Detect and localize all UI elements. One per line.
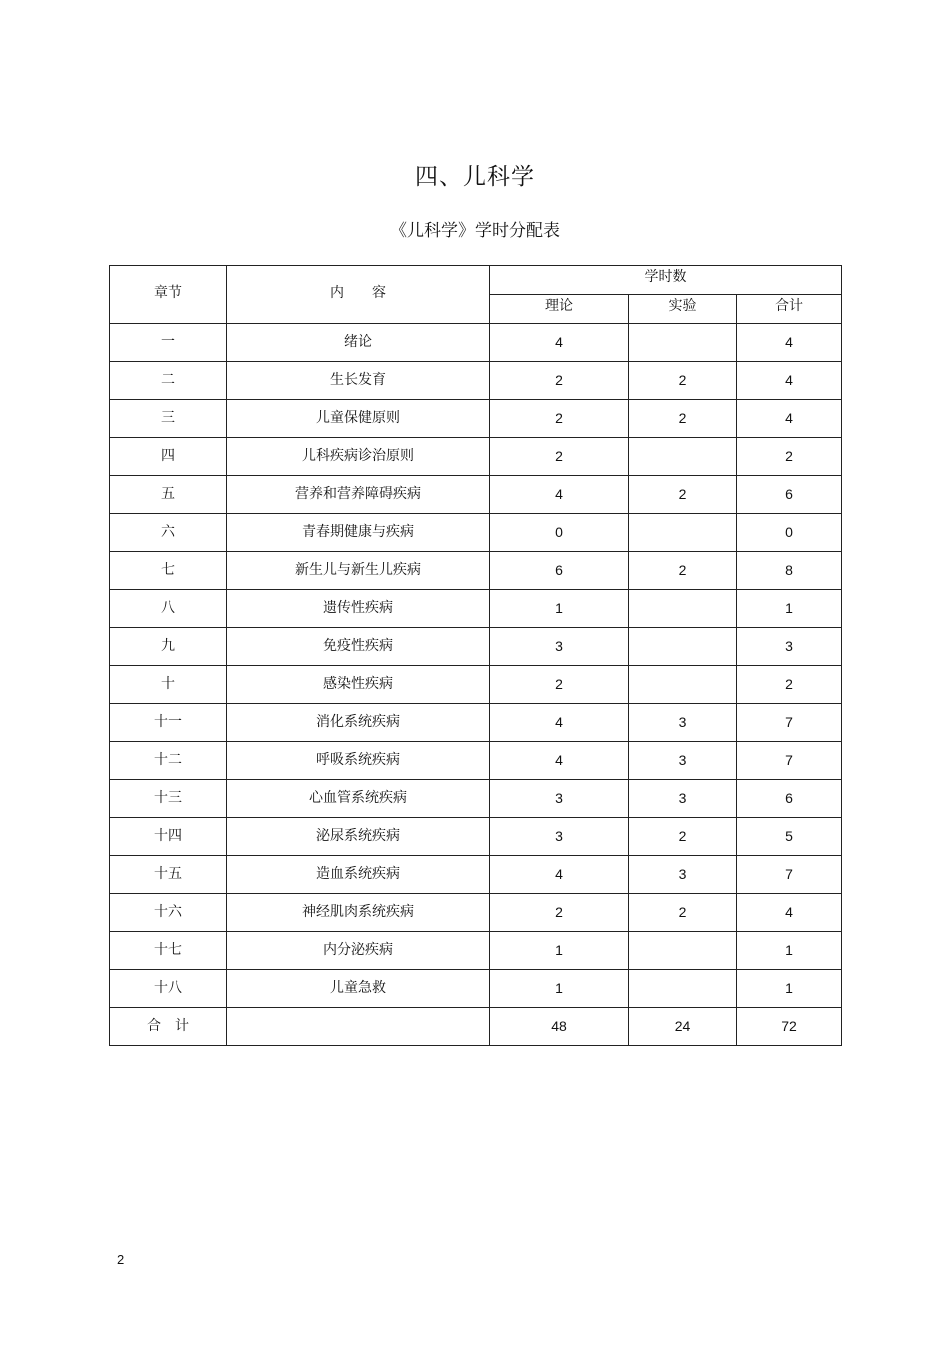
cell-total: 7 [737,704,842,742]
cell-content: 泌尿系统疾病 [227,818,490,856]
table-row [110,324,842,362]
header-hours: 学时数 [490,266,842,295]
cell-chapter: 七 [110,552,227,590]
cell-total: 1 [737,932,842,970]
header-theory: 理论 [490,295,629,324]
cell-total: 4 [737,324,842,362]
cell-chapter: 二 [110,362,227,400]
cell-lab: 2 [629,894,737,932]
cell-total: 6 [737,476,842,514]
cell-total: 4 [737,362,842,400]
header-chapter: 章节 [110,266,227,324]
cell-chapter: 十四 [110,818,227,856]
cell-content: 儿童保健原则 [227,400,490,438]
cell-chapter: 八 [110,590,227,628]
cell-total: 8 [737,552,842,590]
cell-lab [629,666,737,704]
table-row [110,666,842,704]
table-row [110,400,842,438]
cell-content: 感染性疾病 [227,666,490,704]
header-lab: 实验 [629,295,737,324]
cell-lab [629,932,737,970]
cell-total: 72 [737,1008,842,1046]
cell-total: 7 [737,856,842,894]
table-row [110,628,842,666]
cell-chapter: 六 [110,514,227,552]
cell-content: 遗传性疾病 [227,590,490,628]
cell-theory: 2 [490,362,629,400]
cell-lab [629,970,737,1008]
cell-theory: 2 [490,400,629,438]
cell-lab: 2 [629,400,737,438]
cell-content: 神经肌肉系统疾病 [227,894,490,932]
cell-theory: 48 [490,1008,629,1046]
cell-content: 呼吸系统疾病 [227,742,490,780]
cell-theory: 3 [490,818,629,856]
cell-lab [629,514,737,552]
table-row [110,780,842,818]
table-row [110,514,842,552]
cell-chapter: 三 [110,400,227,438]
cell-chapter: 十七 [110,932,227,970]
cell-theory: 1 [490,590,629,628]
cell-theory: 4 [490,856,629,894]
table-row [110,970,842,1008]
cell-lab: 2 [629,362,737,400]
cell-content: 营养和营养障碍疾病 [227,476,490,514]
cell-total: 5 [737,818,842,856]
cell-theory: 4 [490,704,629,742]
cell-lab: 2 [629,552,737,590]
cell-content: 内分泌疾病 [227,932,490,970]
cell-chapter: 九 [110,628,227,666]
table-row [110,438,842,476]
cell-theory: 1 [490,932,629,970]
table-row [110,742,842,780]
cell-chapter: 十八 [110,970,227,1008]
cell-content: 免疫性疾病 [227,628,490,666]
header-total: 合计 [737,295,842,324]
cell-content: 儿科疾病诊治原则 [227,438,490,476]
cell-theory: 2 [490,438,629,476]
cell-lab: 3 [629,742,737,780]
table-caption: 《儿科学》学时分配表 [390,221,560,241]
cell-theory: 1 [490,970,629,1008]
cell-content: 消化系统疾病 [227,704,490,742]
cell-total: 2 [737,666,842,704]
cell-chapter: 十六 [110,894,227,932]
cell-theory: 4 [490,742,629,780]
header-content: 内 容 [227,266,490,324]
cell-lab [629,438,737,476]
cell-theory: 3 [490,780,629,818]
cell-lab: 24 [629,1008,737,1046]
cell-chapter: 一 [110,324,227,362]
cell-theory: 6 [490,552,629,590]
cell-lab: 3 [629,780,737,818]
cell-total: 7 [737,742,842,780]
cell-chapter: 五 [110,476,227,514]
cell-content: 新生儿与新生儿疾病 [227,552,490,590]
cell-content: 心血管系统疾病 [227,780,490,818]
cell-content [227,1008,490,1046]
table-row [110,552,842,590]
cell-total: 1 [737,970,842,1008]
cell-total: 4 [737,400,842,438]
cell-total: 2 [737,438,842,476]
table-row [110,932,842,970]
cell-lab: 3 [629,856,737,894]
table-row [110,362,842,400]
cell-theory: 4 [490,476,629,514]
cell-chapter: 十五 [110,856,227,894]
cell-lab: 2 [629,476,737,514]
table-row [110,856,842,894]
cell-total: 0 [737,514,842,552]
document-title: 四、儿科学 [415,164,535,190]
hours-allocation-table [109,265,842,1046]
cell-chapter: 十二 [110,742,227,780]
cell-chapter: 合 计 [110,1008,227,1046]
cell-lab [629,590,737,628]
cell-lab [629,324,737,362]
cell-chapter: 四 [110,438,227,476]
cell-theory: 2 [490,894,629,932]
cell-content: 儿童急救 [227,970,490,1008]
table-row [110,476,842,514]
cell-theory: 3 [490,628,629,666]
summary-row [110,1008,842,1046]
page-number: 2 [117,1252,125,1267]
cell-content: 青春期健康与疾病 [227,514,490,552]
cell-theory: 2 [490,666,629,704]
cell-chapter: 十三 [110,780,227,818]
table-row [110,818,842,856]
cell-lab: 3 [629,704,737,742]
cell-lab [629,628,737,666]
cell-chapter: 十 [110,666,227,704]
cell-lab: 2 [629,818,737,856]
cell-total: 4 [737,894,842,932]
cell-content: 绪论 [227,324,490,362]
cell-total: 1 [737,590,842,628]
cell-chapter: 十一 [110,704,227,742]
table-row [110,894,842,932]
cell-theory: 0 [490,514,629,552]
cell-content: 生长发育 [227,362,490,400]
cell-total: 3 [737,628,842,666]
cell-theory: 4 [490,324,629,362]
header-row [110,266,842,295]
table-row [110,704,842,742]
cell-content: 造血系统疾病 [227,856,490,894]
cell-total: 6 [737,780,842,818]
table-row [110,590,842,628]
